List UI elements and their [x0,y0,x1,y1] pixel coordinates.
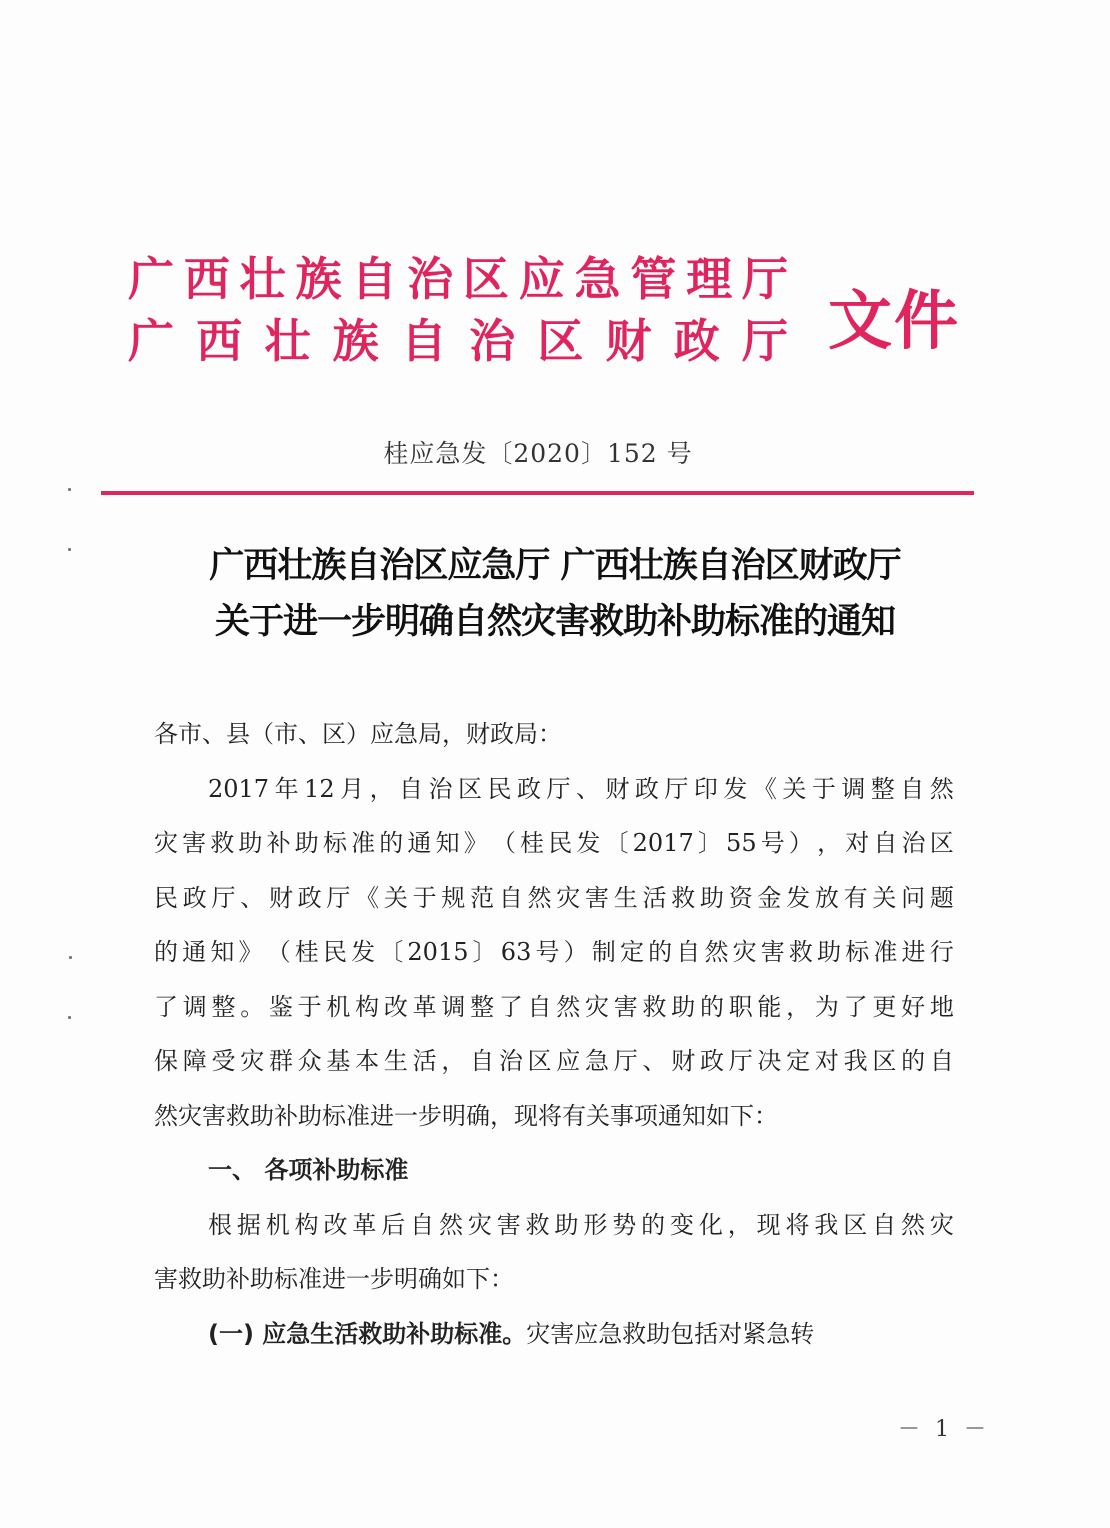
paragraph-line [154,1314,954,1369]
paragraph-line: 然灾害救助补助标准进一步明确，现将有关事项通知如下： [154,1101,778,1130]
document-number: 桂应急发〔2020〕152 号 [383,439,693,468]
scan-speck [68,1016,71,1019]
scan-speck [68,488,71,491]
section-heading: 一、 各项补助标准 [208,1156,409,1184]
agency-name-finance: 广 西 壮 族 自 治 区 财 政 厅 [128,314,788,368]
title-line-1: 广西壮族自治区应急厅 广西壮族自治区财政厅 [209,546,901,586]
paragraph-line: 害救助补助标准进一步明确如下： [154,1265,514,1293]
issuing-agencies [128,248,788,372]
document-title [0,538,1110,650]
scan-speck [69,956,72,959]
paragraph-line: 根 据 机 构 改 革 后 自 然 灾 害 救 助 形 势 的 变 化 ， 现 将 我 区 自 然 灾 [208,1210,954,1239]
paragraph-line: 灾 害 救 助 补 助 标 准 的 通 知 》 （ 桂 民 发 〔 2017 〕 55 号 ） ， 对 自 治 区 [154,829,954,857]
document-type-label: 文件 [828,284,960,359]
subsection-heading: (一) 应急生活救助补助标准。 [208,1319,527,1348]
title-line-2: 关于进一步明确自然灾害救助补助标准的通知 [214,602,895,642]
agency-name-emergency: 广 西 壮 族 自 治 区 应 急 管 理 厅 [128,252,788,306]
paragraph-line: 的 通 知 》 （ 桂 民 发 〔 2015 〕 63 号 ） 制 定 的 自 然 灾 害 救 助 标 准 进 行 [154,938,954,966]
scan-speck [68,548,71,551]
paragraph-line: 了 调 整 。 鉴 于 机 构 改 革 调 整 了 自 然 灾 害 救 助 的 职 能 ， 为 了 更 好 地 [154,992,954,1021]
salutation: 各市、县（市、区）应急局，财政局： [154,720,562,748]
document-body [154,714,954,1368]
paragraph-line: 保 障 受 灾 群 众 基 本 生 活 ， 自 治 区 应 急 厅 、 财 政 厅 决 定 对 我 区 的 自 [154,1047,954,1075]
paragraph-line: 民 政 厅 、 财 政 厅 《 关 于 规 范 自 然 灾 害 生 活 救 助 资 金 发 放 有 关 问 题 [154,883,954,912]
red-divider-line [101,491,974,495]
paragraph-text: 灾害应急救助包括对紧急转 [526,1319,815,1348]
page-number: － 1 － [898,1417,990,1442]
paragraph-line: 2017 年 12 月 ， 自 治 区 民 政 厅 、 财 政 厅 印 发 《 关 于 调 整 自 然 [208,774,954,803]
